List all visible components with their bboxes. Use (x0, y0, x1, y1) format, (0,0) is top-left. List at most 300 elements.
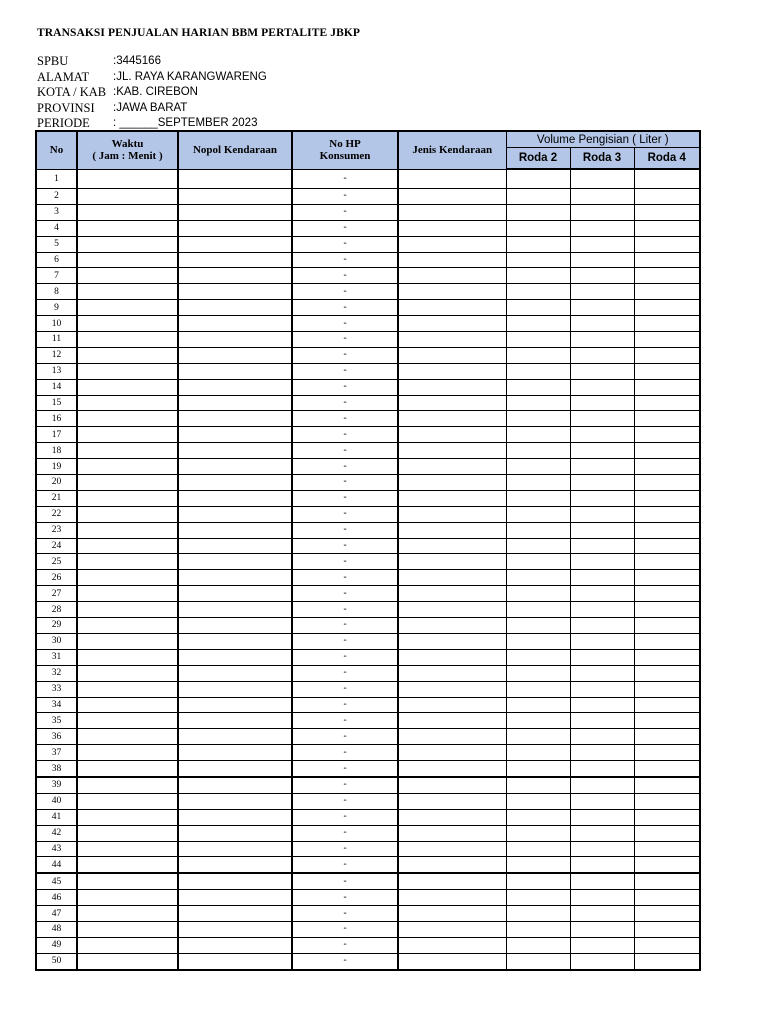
waktu-cell (77, 937, 178, 953)
roda2-cell (506, 427, 570, 443)
jenis-cell (398, 857, 506, 873)
roda3-cell (570, 332, 634, 348)
table-row (36, 890, 700, 906)
nopol-cell (178, 841, 292, 857)
hp-cell: - (292, 665, 398, 681)
hp-cell: - (292, 379, 398, 395)
roda2-cell (506, 220, 570, 236)
jenis-cell (398, 729, 506, 745)
roda4-cell (634, 220, 700, 236)
row-number-cell: 48 (36, 921, 77, 937)
jenis-cell (398, 777, 506, 793)
roda4-cell (634, 490, 700, 506)
roda2-cell (506, 347, 570, 363)
table-row (36, 841, 700, 857)
hp-cell: - (292, 316, 398, 332)
row-number-cell: 24 (36, 538, 77, 554)
roda3-cell (570, 729, 634, 745)
hp-cell: - (292, 268, 398, 284)
waktu-cell (77, 586, 178, 602)
nopol-cell (178, 204, 292, 220)
roda3-cell (570, 236, 634, 252)
waktu-cell (77, 506, 178, 522)
jenis-cell (398, 443, 506, 459)
waktu-cell (77, 953, 178, 969)
hp-cell: - (292, 586, 398, 602)
hp-cell: - (292, 189, 398, 205)
nopol-cell (178, 602, 292, 618)
jenis-cell (398, 316, 506, 332)
nopol-cell (178, 953, 292, 969)
roda2-cell (506, 921, 570, 937)
roda3-cell (570, 189, 634, 205)
roda3-cell (570, 379, 634, 395)
hp-cell: - (292, 332, 398, 348)
row-number-cell: 18 (36, 443, 77, 459)
roda4-cell (634, 745, 700, 761)
roda3-cell (570, 841, 634, 857)
hp-cell: - (292, 729, 398, 745)
nopol-cell (178, 857, 292, 873)
hp-cell: - (292, 713, 398, 729)
nopol-cell (178, 713, 292, 729)
roda3-cell (570, 633, 634, 649)
nopol-cell (178, 284, 292, 300)
hp-cell: - (292, 697, 398, 713)
roda2-cell (506, 252, 570, 268)
jenis-cell (398, 890, 506, 906)
roda3-cell (570, 586, 634, 602)
row-number-cell: 7 (36, 268, 77, 284)
jenis-cell (398, 363, 506, 379)
table-row (36, 761, 700, 777)
row-number-cell: 45 (36, 873, 77, 889)
jenis-cell (398, 506, 506, 522)
jenis-cell (398, 825, 506, 841)
waktu-cell (77, 411, 178, 427)
nopol-cell (178, 363, 292, 379)
roda4-cell (634, 475, 700, 491)
roda3-cell (570, 857, 634, 873)
hp-cell: - (292, 252, 398, 268)
jenis-cell (398, 522, 506, 538)
table-row (36, 921, 700, 937)
hp-cell: - (292, 522, 398, 538)
jenis-cell (398, 953, 506, 969)
roda2-cell (506, 522, 570, 538)
roda4-cell (634, 713, 700, 729)
nopol-cell (178, 921, 292, 937)
roda2-cell (506, 395, 570, 411)
roda2-cell (506, 697, 570, 713)
row-number-cell: 42 (36, 825, 77, 841)
nopol-cell (178, 761, 292, 777)
waktu-cell (77, 809, 178, 825)
row-number-cell: 25 (36, 554, 77, 570)
roda2-cell (506, 236, 570, 252)
header-waktu (77, 131, 178, 169)
row-number-cell: 19 (36, 459, 77, 475)
waktu-cell (77, 284, 178, 300)
nopol-cell (178, 189, 292, 205)
roda2-cell (506, 316, 570, 332)
hp-cell: - (292, 649, 398, 665)
table-row (36, 665, 700, 681)
jenis-cell (398, 633, 506, 649)
row-number-cell: 50 (36, 953, 77, 969)
jenis-cell (398, 745, 506, 761)
hp-cell: - (292, 284, 398, 300)
nopol-cell (178, 236, 292, 252)
nopol-cell (178, 873, 292, 889)
hp-cell: - (292, 890, 398, 906)
nopol-cell (178, 169, 292, 189)
hp-cell: - (292, 602, 398, 618)
waktu-cell (77, 681, 178, 697)
jenis-cell (398, 236, 506, 252)
row-number-cell: 23 (36, 522, 77, 538)
roda3-cell (570, 347, 634, 363)
table-row (36, 586, 700, 602)
roda2-cell (506, 649, 570, 665)
roda2-cell (506, 633, 570, 649)
nopol-cell (178, 890, 292, 906)
jenis-cell (398, 379, 506, 395)
waktu-cell (77, 347, 178, 363)
waktu-cell (77, 777, 178, 793)
row-number-cell: 40 (36, 793, 77, 809)
roda2-cell (506, 300, 570, 316)
row-number-cell: 37 (36, 745, 77, 761)
jenis-cell (398, 475, 506, 491)
hp-cell: - (292, 363, 398, 379)
header-hp-line1: No HP (329, 138, 361, 151)
roda2-cell (506, 411, 570, 427)
table-row (36, 443, 700, 459)
row-number-cell: 10 (36, 316, 77, 332)
roda2-cell (506, 841, 570, 857)
waktu-cell (77, 490, 178, 506)
hp-cell: - (292, 873, 398, 889)
nopol-cell (178, 906, 292, 922)
jenis-cell (398, 665, 506, 681)
hp-cell: - (292, 538, 398, 554)
jenis-cell (398, 554, 506, 570)
nopol-cell (178, 570, 292, 586)
waktu-cell (77, 841, 178, 857)
hp-cell: - (292, 443, 398, 459)
waktu-cell (77, 522, 178, 538)
table-row (36, 602, 700, 618)
waktu-cell (77, 570, 178, 586)
document-title: TRANSAKSI PENJUALAN HARIAN BBM PERTALITE JBKP (37, 27, 361, 39)
waktu-cell (77, 332, 178, 348)
waktu-cell (77, 268, 178, 284)
roda3-cell (570, 618, 634, 634)
roda4-cell (634, 379, 700, 395)
table-row (36, 873, 700, 889)
roda3-cell (570, 554, 634, 570)
roda2-cell (506, 793, 570, 809)
row-number-cell: 34 (36, 697, 77, 713)
header-waktu-line2: ( Jam : Menit ) (92, 150, 163, 163)
hp-cell: - (292, 841, 398, 857)
hp-cell: - (292, 809, 398, 825)
hp-cell: - (292, 921, 398, 937)
roda2-cell (506, 506, 570, 522)
roda4-cell (634, 538, 700, 554)
roda2-cell (506, 857, 570, 873)
nopol-cell (178, 411, 292, 427)
nopol-cell (178, 793, 292, 809)
info-label: SPBU (37, 54, 69, 68)
waktu-cell (77, 713, 178, 729)
nopol-cell (178, 506, 292, 522)
table-row (36, 316, 700, 332)
roda3-cell (570, 268, 634, 284)
roda4-cell (634, 761, 700, 777)
roda3-cell (570, 745, 634, 761)
waktu-cell (77, 873, 178, 889)
info-value: :3445166 (113, 55, 161, 67)
roda3-cell (570, 506, 634, 522)
nopol-cell (178, 586, 292, 602)
row-number-cell: 26 (36, 570, 77, 586)
nopol-cell (178, 443, 292, 459)
waktu-cell (77, 825, 178, 841)
roda3-cell (570, 300, 634, 316)
table-row (36, 681, 700, 697)
table-row (36, 953, 700, 969)
roda4-cell (634, 697, 700, 713)
info-label: ALAMAT (37, 69, 90, 84)
nopol-cell (178, 745, 292, 761)
roda4-cell (634, 825, 700, 841)
roda4-cell (634, 268, 700, 284)
roda2-cell (506, 681, 570, 697)
nopol-cell (178, 300, 292, 316)
roda2-cell (506, 443, 570, 459)
waktu-cell (77, 890, 178, 906)
info-label: PROVINSI (37, 100, 95, 115)
roda4-cell (634, 506, 700, 522)
header-volume: Volume Pengisian ( Liter ) (506, 131, 700, 148)
hp-cell: - (292, 347, 398, 363)
row-number-cell: 17 (36, 427, 77, 443)
hp-cell: - (292, 506, 398, 522)
roda4-cell (634, 633, 700, 649)
roda2-cell (506, 490, 570, 506)
row-number-cell: 14 (36, 379, 77, 395)
header-roda2: Roda 2 (506, 148, 570, 170)
roda4-cell (634, 570, 700, 586)
roda3-cell (570, 169, 634, 189)
waktu-cell (77, 443, 178, 459)
waktu-cell (77, 729, 178, 745)
jenis-cell (398, 252, 506, 268)
jenis-cell (398, 761, 506, 777)
jenis-cell (398, 586, 506, 602)
hp-cell: - (292, 427, 398, 443)
roda2-cell (506, 618, 570, 634)
table-row (36, 570, 700, 586)
nopol-cell (178, 825, 292, 841)
roda3-cell (570, 284, 634, 300)
waktu-cell (77, 316, 178, 332)
roda4-cell (634, 443, 700, 459)
table-row (36, 220, 700, 236)
roda2-cell (506, 953, 570, 969)
jenis-cell (398, 841, 506, 857)
nopol-cell (178, 554, 292, 570)
waktu-cell (77, 252, 178, 268)
roda4-cell (634, 411, 700, 427)
nopol-cell (178, 618, 292, 634)
hp-cell: - (292, 236, 398, 252)
nopol-cell (178, 490, 292, 506)
nopol-cell (178, 475, 292, 491)
row-number-cell: 38 (36, 761, 77, 777)
hp-cell: - (292, 395, 398, 411)
roda4-cell (634, 347, 700, 363)
hp-cell: - (292, 411, 398, 427)
nopol-cell (178, 665, 292, 681)
row-number-cell: 12 (36, 347, 77, 363)
roda4-cell (634, 649, 700, 665)
jenis-cell (398, 681, 506, 697)
hp-cell: - (292, 793, 398, 809)
roda2-cell (506, 363, 570, 379)
table-row (36, 633, 700, 649)
hp-cell: - (292, 745, 398, 761)
row-number-cell: 21 (36, 490, 77, 506)
roda3-cell (570, 825, 634, 841)
roda4-cell (634, 777, 700, 793)
nopol-cell (178, 681, 292, 697)
jenis-cell (398, 169, 506, 189)
jenis-cell (398, 284, 506, 300)
nopol-cell (178, 268, 292, 284)
waktu-cell (77, 363, 178, 379)
roda3-cell (570, 906, 634, 922)
roda3-cell (570, 220, 634, 236)
table-row (36, 189, 700, 205)
hp-cell: - (292, 169, 398, 189)
jenis-cell (398, 649, 506, 665)
header-roda4: Roda 4 (634, 148, 700, 170)
table-row (36, 618, 700, 634)
header-no: No (36, 131, 77, 169)
hp-cell: - (292, 761, 398, 777)
hp-cell: - (292, 777, 398, 793)
roda3-cell (570, 921, 634, 937)
roda4-cell (634, 252, 700, 268)
roda3-cell (570, 395, 634, 411)
roda4-cell (634, 857, 700, 873)
hp-cell: - (292, 953, 398, 969)
roda2-cell (506, 761, 570, 777)
nopol-cell (178, 538, 292, 554)
table-row (36, 857, 700, 873)
roda4-cell (634, 937, 700, 953)
jenis-cell (398, 538, 506, 554)
row-number-cell: 11 (36, 332, 77, 348)
roda4-cell (634, 890, 700, 906)
table-row (36, 300, 700, 316)
roda4-cell (634, 873, 700, 889)
roda4-cell (634, 169, 700, 189)
table-row (36, 506, 700, 522)
jenis-cell (398, 427, 506, 443)
jenis-cell (398, 873, 506, 889)
hp-cell: - (292, 906, 398, 922)
table-body (36, 169, 700, 970)
nopol-cell (178, 522, 292, 538)
waktu-cell (77, 697, 178, 713)
jenis-cell (398, 204, 506, 220)
roda2-cell (506, 379, 570, 395)
row-number-cell: 6 (36, 252, 77, 268)
row-number-cell: 49 (36, 937, 77, 953)
roda4-cell (634, 427, 700, 443)
waktu-cell (77, 793, 178, 809)
table-row (36, 538, 700, 554)
jenis-cell (398, 490, 506, 506)
roda4-cell (634, 618, 700, 634)
roda2-cell (506, 189, 570, 205)
waktu-cell (77, 554, 178, 570)
roda3-cell (570, 252, 634, 268)
table-row (36, 284, 700, 300)
roda3-cell (570, 873, 634, 889)
row-number-cell: 30 (36, 633, 77, 649)
hp-cell: - (292, 937, 398, 953)
table-row (36, 745, 700, 761)
hp-cell: - (292, 459, 398, 475)
waktu-cell (77, 906, 178, 922)
jenis-cell (398, 300, 506, 316)
row-number-cell: 20 (36, 475, 77, 491)
roda2-cell (506, 906, 570, 922)
roda2-cell (506, 538, 570, 554)
jenis-cell (398, 906, 506, 922)
row-number-cell: 27 (36, 586, 77, 602)
row-number-cell: 39 (36, 777, 77, 793)
roda2-cell (506, 475, 570, 491)
roda4-cell (634, 363, 700, 379)
roda4-cell (634, 204, 700, 220)
table-row (36, 252, 700, 268)
row-number-cell: 43 (36, 841, 77, 857)
roda3-cell (570, 204, 634, 220)
jenis-cell (398, 220, 506, 236)
roda3-cell (570, 665, 634, 681)
header-roda3: Roda 3 (570, 148, 634, 170)
row-number-cell: 22 (36, 506, 77, 522)
roda4-cell (634, 586, 700, 602)
nopol-cell (178, 729, 292, 745)
info-label: KOTA / KAB (37, 85, 107, 99)
hp-cell: - (292, 681, 398, 697)
table-row (36, 809, 700, 825)
roda3-cell (570, 890, 634, 906)
roda3-cell (570, 697, 634, 713)
row-number-cell: 33 (36, 681, 77, 697)
table-row (36, 777, 700, 793)
roda2-cell (506, 169, 570, 189)
table-row (36, 490, 700, 506)
roda4-cell (634, 284, 700, 300)
